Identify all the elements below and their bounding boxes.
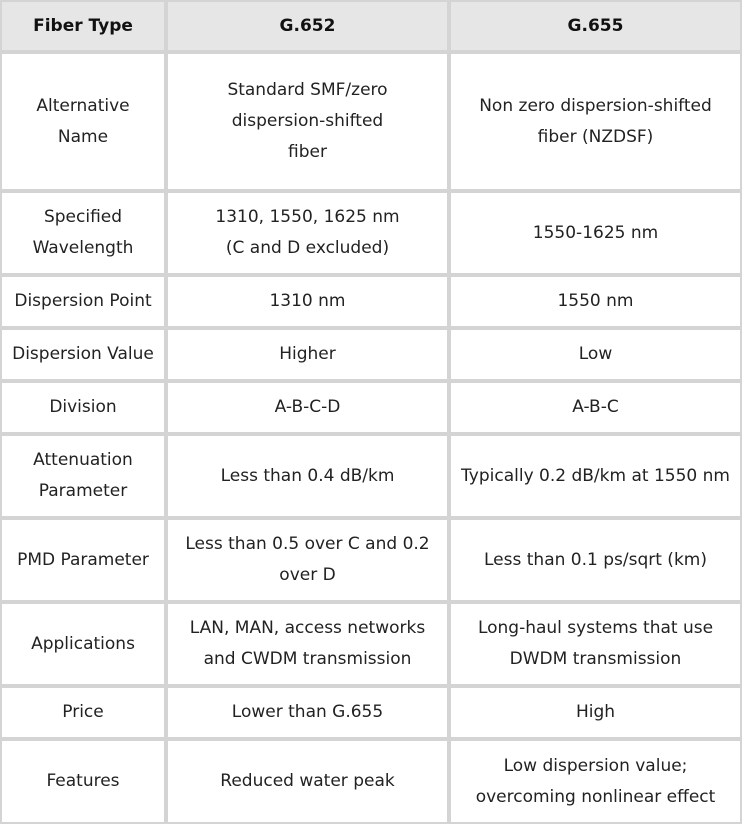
header-row [0,0,742,52]
g652-value: 1310, 1550, 1625 nm (C and D excluded) [166,191,449,275]
g652-value: Standard SMF/zero dispersion-shifted fiber [166,52,449,191]
row-label: Division [0,381,166,434]
row-label: Applications [0,602,166,686]
table-row [0,191,742,275]
table-row [0,52,742,191]
table-row [0,275,742,328]
row-label: Alternative Name [0,52,166,191]
row-label: Price [0,686,166,739]
table-row [0,328,742,381]
row-label: PMD Parameter [0,518,166,602]
g652-value: Reduced water peak [166,739,449,824]
table-row [0,602,742,686]
table-row [0,381,742,434]
g655-value: Long-haul systems that use DWDM transmission [449,602,742,686]
g655-value: Low dispersion value; overcoming nonlinear effect [449,739,742,824]
g655-value: Less than 0.1 ps/sqrt (km) [449,518,742,602]
g652-value: Lower than G.655 [166,686,449,739]
row-label: Specified Wavelength [0,191,166,275]
g655-value: Typically 0.2 dB/km at 1550 nm [449,434,742,518]
g652-value: Less than 0.4 dB/km [166,434,449,518]
row-label: Features [0,739,166,824]
g655-value: Non zero dispersion-shifted fiber (NZDSF) [449,52,742,191]
g655-value: A-B-C [449,381,742,434]
header-g655: G.655 [449,0,742,52]
row-label: Dispersion Value [0,328,166,381]
table-row [0,739,742,824]
g655-value: High [449,686,742,739]
g652-value: LAN, MAN, access networks and CWDM transmission [166,602,449,686]
g652-value: Higher [166,328,449,381]
g652-value: 1310 nm [166,275,449,328]
g655-value: Low [449,328,742,381]
table-row [0,434,742,518]
g652-value: A-B-C-D [166,381,449,434]
g655-value: 1550-1625 nm [449,191,742,275]
g652-value: Less than 0.5 over C and 0.2 over D [166,518,449,602]
row-label: Attenuation Parameter [0,434,166,518]
g655-value: 1550 nm [449,275,742,328]
header-fiber-type: Fiber Type [0,0,166,52]
header-g652: G.652 [166,0,449,52]
table-row [0,686,742,739]
row-label: Dispersion Point [0,275,166,328]
table-row [0,518,742,602]
